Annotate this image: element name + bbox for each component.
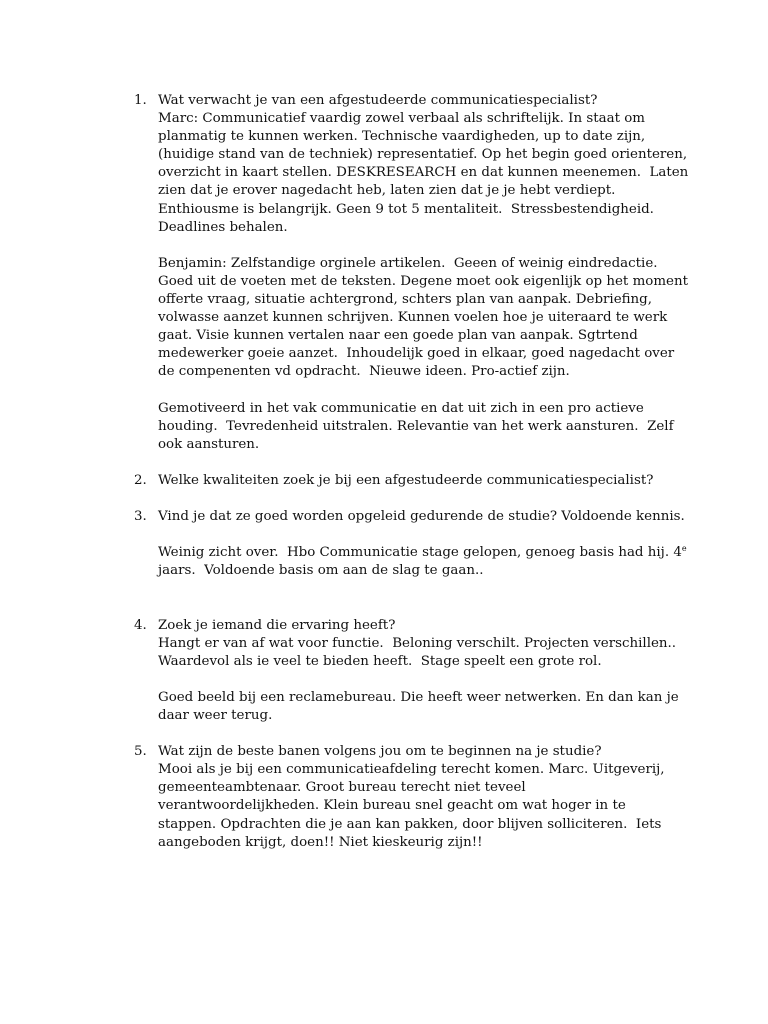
answer-line: Mooi als je bij een communicatieafdeling terecht komen. Marc. Uitgeverij, xyxy=(158,762,665,778)
answer-line: houding. Tevredenheid uitstralen. Relevantie van het werk aansturen. Zelf xyxy=(158,418,674,434)
answer-line: planmatig te kunnen werken. Technische vaardigheden, up to date zijn, xyxy=(158,129,646,145)
paragraph-gap xyxy=(0,382,768,400)
paragraph-gap xyxy=(0,526,768,544)
list-item-4 xyxy=(0,617,768,726)
answer-line: overzicht in kaart stellen. DESKRESEARCH en dat kunnen meenemen. Laten xyxy=(158,165,689,181)
answer-line: de compenenten vd opdracht. Nieuwe ideen. Pro-actief zijn. xyxy=(158,364,570,380)
question-text: Wat verwacht je van een afgestudeerde communicatiespecialist? xyxy=(158,93,598,108)
answer-line: Deadlines behalen. xyxy=(158,219,288,235)
answer-line: Waardevol als ie veel te bieden heeft. Stage speelt een grote rol. xyxy=(158,653,602,669)
list-number: 5. xyxy=(134,744,147,760)
answer-line: (huidige stand van de techniek) representatief. Op het begin goed orienteren, xyxy=(158,147,688,163)
answer-line: aangeboden krijgt, doen!! Niet kieskeurig zijn!! xyxy=(158,834,483,850)
list-item-5 xyxy=(0,743,768,852)
answer-line: daar weer terug. xyxy=(158,708,273,723)
item-gap xyxy=(0,581,768,617)
list-number: 3. xyxy=(134,509,147,525)
question-text: Zoek je iemand die ervaring heeft? xyxy=(158,617,396,633)
answer-line: Goed beeld bij een reclamebureau. Die heeft weer netwerken. En dan kan je xyxy=(158,689,679,705)
answer-line: verantwoordelijkheden. Klein bureau snel geacht om wat hoger in te xyxy=(158,798,626,814)
answer-line: stappen. Opdrachten die je aan kan pakken, door blijven solliciteren. Iets xyxy=(158,816,662,832)
answer-line: volwasse aanzet kunnen schrijven. Kunnen voelen hoe je uiteraard te werk xyxy=(158,310,668,326)
ordinal-suffix: e xyxy=(681,544,687,554)
item-gap xyxy=(0,725,768,743)
paragraph-gap xyxy=(0,671,768,689)
item-gap xyxy=(0,490,768,508)
list-item-2 xyxy=(0,472,768,490)
answer-line: offerte vraag, situatie achtergrond, schters plan van aanpak. Debriefing, xyxy=(158,292,653,308)
paragraph-gap xyxy=(0,237,768,255)
document-page xyxy=(0,92,768,852)
answer-line: Goed uit de voeten met de teksten. Degene moet ook eigenlijk op het moment xyxy=(158,273,688,289)
list-number: 4. xyxy=(134,617,147,633)
answer-line: gemeenteambtenaar. Groot bureau terecht niet teveel xyxy=(158,780,526,796)
answer-line: Enthiousme is belangrijk. Geen 9 tot 5 mentaliteit. Stressbestendigheid. xyxy=(158,201,654,217)
answer-line: zien dat je erover nagedacht heb, laten zien dat je je hebt verdiept. xyxy=(158,183,616,199)
answer-line: Benjamin: Zelfstandige orginele artikelen. Geeen of weinig eindredactie. xyxy=(158,255,658,271)
answer-line: ook aansturen. xyxy=(158,436,260,452)
answer-line xyxy=(158,544,768,562)
answer-line: Gemotiveerd in het vak communicatie en dat uit zich in een pro actieve xyxy=(158,400,644,416)
list-number: 2. xyxy=(134,472,147,488)
item-gap xyxy=(0,454,768,472)
question-text: Vind je dat ze goed worden opgeleid gedurende de studie? Voldoende kennis. xyxy=(158,509,685,525)
list-item-3 xyxy=(0,508,768,580)
answer-line: medewerker goeie aanzet. Inhoudelijk goed in elkaar, goed nagedacht over xyxy=(158,346,675,362)
question-text: Welke kwaliteiten zoek je bij een afgestudeerde communicatiespecialist? xyxy=(158,472,654,488)
list-item-1 xyxy=(0,92,768,454)
answer-line: Hangt er van af wat voor functie. Beloning verschilt. Projecten verschillen.. xyxy=(158,635,677,651)
answer-line: Marc: Communicatief vaardig zowel verbaal als schriftelijk. In staat om xyxy=(158,111,645,127)
answer-line: gaat. Visie kunnen vertalen naar een goede plan van aanpak. Sgtrtend xyxy=(158,328,638,344)
answer-line-text: Weinig zicht over. Hbo Communicatie stage gelopen, genoeg basis had hij. 4 xyxy=(158,545,682,561)
list-number: 1. xyxy=(134,93,147,108)
question-text: Wat zijn de beste banen volgens jou om te beginnen na je studie? xyxy=(158,744,602,760)
answer-line: jaars. Voldoende basis om aan de slag te gaan.. xyxy=(158,563,484,579)
